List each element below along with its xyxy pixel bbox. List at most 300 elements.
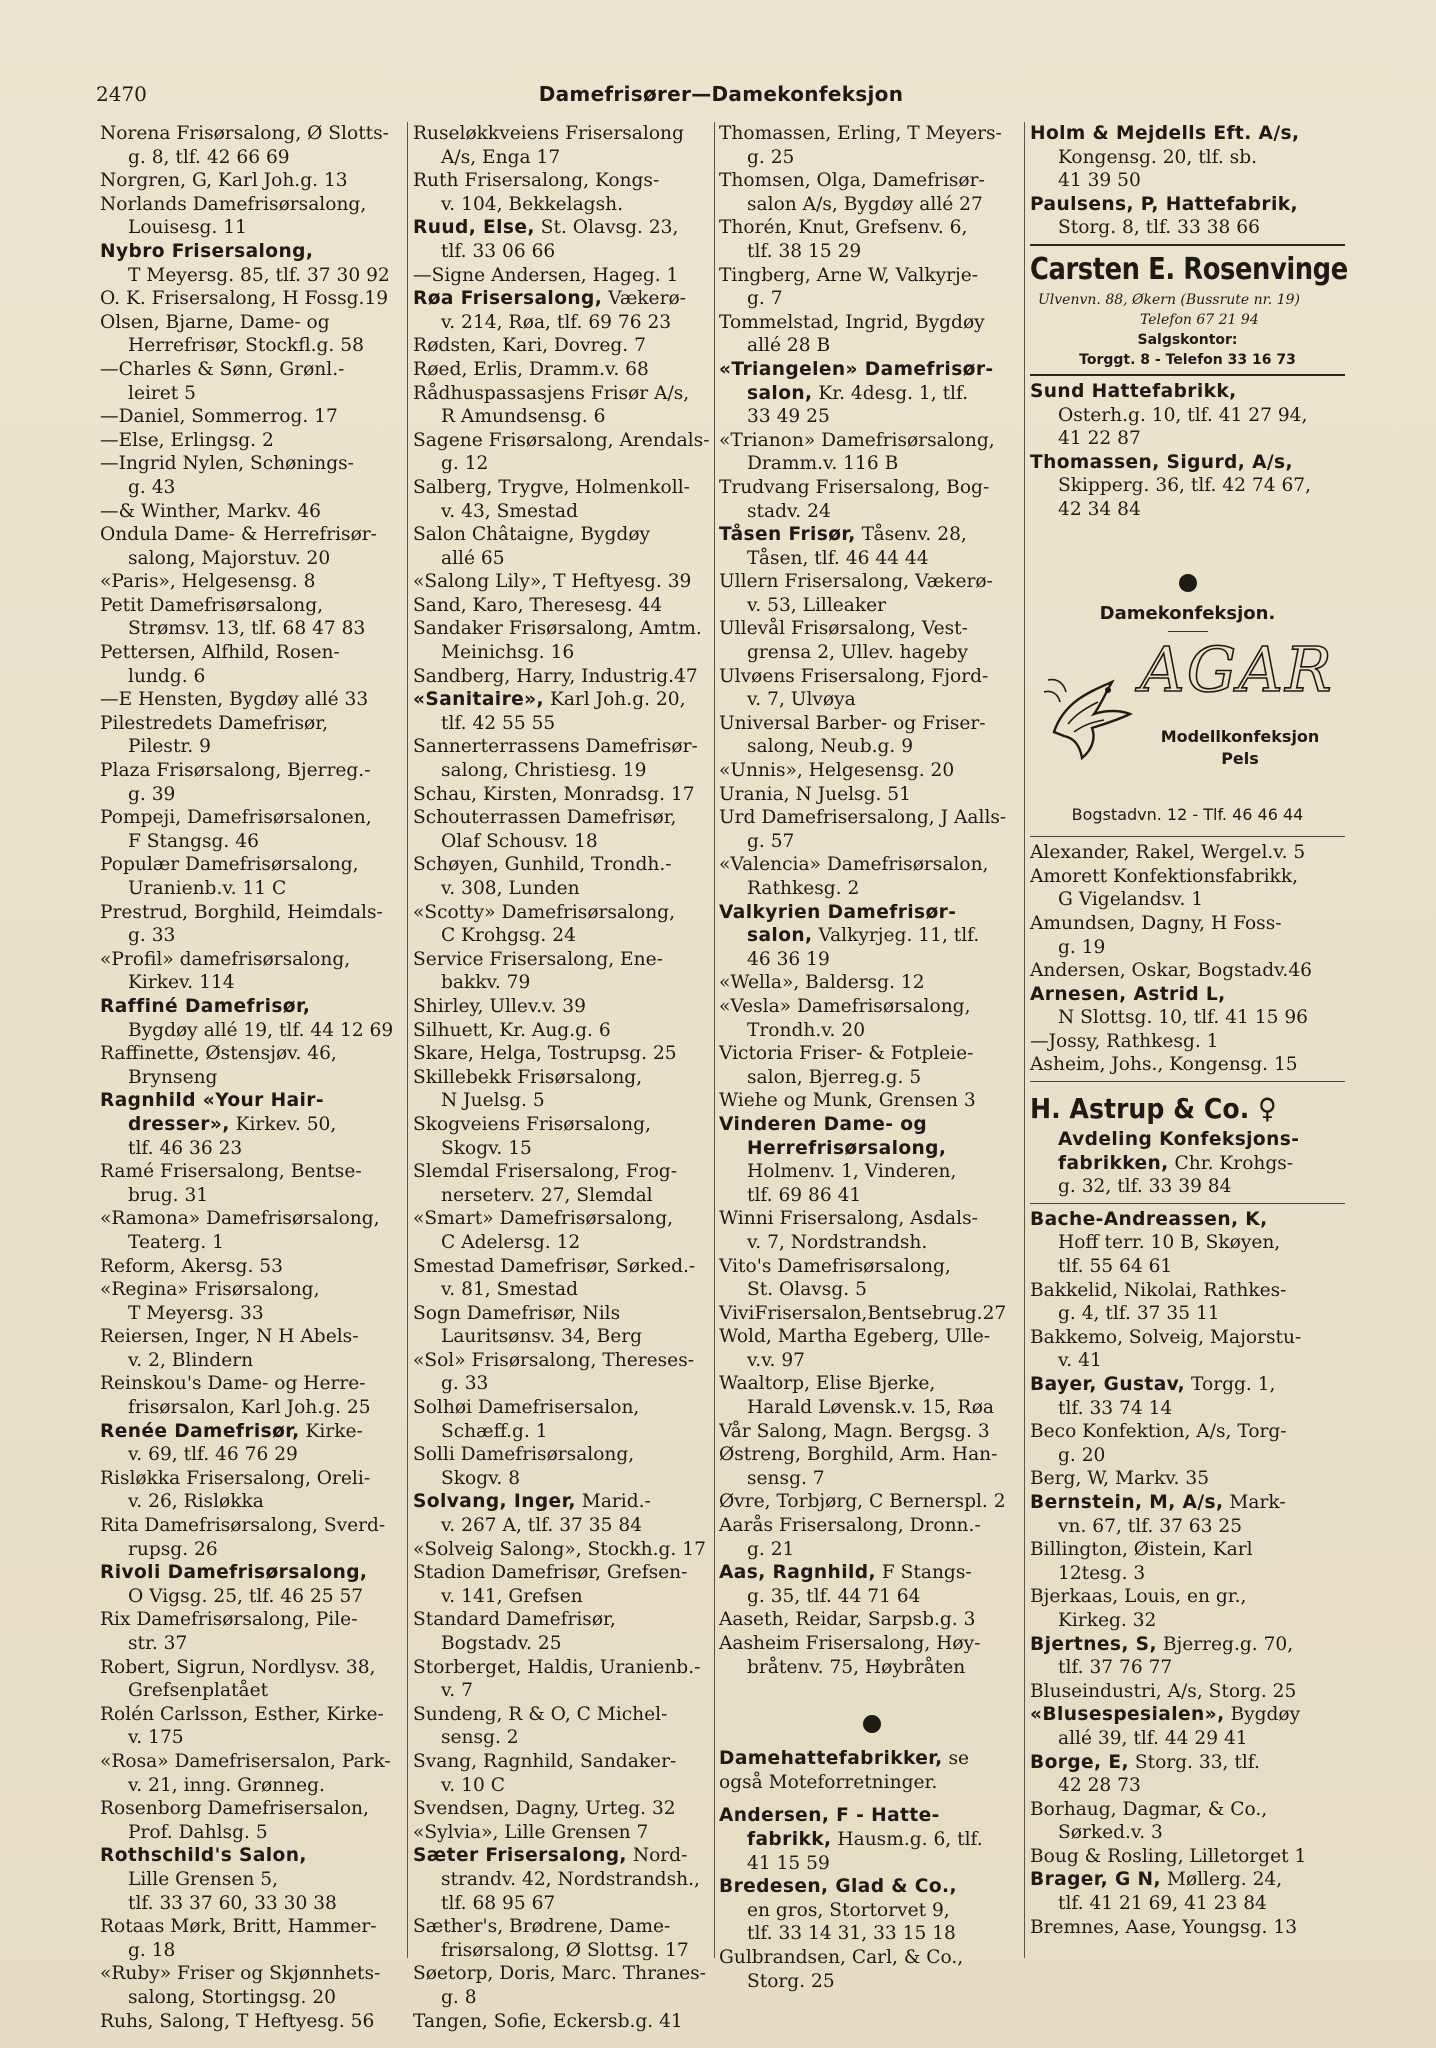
directory-entry bbox=[1030, 1680, 1345, 1704]
entry-continuation-line: 46 36 19 bbox=[747, 948, 830, 970]
entry-continuation-line: Holmenv. 1, Vinderen, bbox=[747, 1161, 957, 1183]
entry-continuation-line: Lauritsønsv. 34, Berg bbox=[441, 1326, 643, 1348]
agar-advertisement bbox=[1030, 633, 1345, 798]
directory-entry bbox=[413, 264, 715, 288]
entry-continuation-line: g. 8, tlf. 42 66 69 bbox=[128, 146, 290, 168]
entry-continuation-line: G Vigelandsv. 1 bbox=[1058, 889, 1204, 911]
directory-entry bbox=[413, 688, 715, 735]
directory-entry bbox=[100, 1915, 400, 1962]
directory-entry bbox=[1030, 1053, 1345, 1077]
directory-entry bbox=[413, 617, 715, 664]
entry-continuation-line: v. 141, Grefsen bbox=[441, 1585, 583, 1607]
column-4 bbox=[1030, 122, 1348, 1939]
entry-continuation-line: str. 37 bbox=[128, 1633, 188, 1654]
directory-entry bbox=[100, 1703, 400, 1750]
entry-continuation-line: salong, Stortingsg. 20 bbox=[128, 1986, 336, 2008]
entry-continuation-line: v. 21, inng. Grønneg. bbox=[128, 1774, 325, 1796]
entry-continuation-line: salon, Kr. 4desg. 1, tlf. bbox=[747, 382, 969, 404]
entry-name-line: Salberg, Trygve, Holmenkoll- bbox=[413, 476, 690, 498]
directory-entry bbox=[413, 1561, 715, 1608]
section-bullet bbox=[863, 1715, 881, 1733]
directory-entry bbox=[100, 641, 400, 688]
entry-name-line: «Ruby» Friser og Skjønnhets- bbox=[100, 1963, 381, 1985]
entry-continuation-line: v. 2, Blindern bbox=[128, 1349, 254, 1371]
rosenvinge-title: Carsten E. Rosenvinge bbox=[1030, 251, 1348, 287]
directory-entry bbox=[719, 759, 1024, 783]
entry-name-line: —Jossy, Rathkesg. 1 bbox=[1030, 1030, 1219, 1052]
entry-name-line: «Smart» Damefrisørsalong, bbox=[413, 1208, 674, 1230]
entry-continuation-line: allé 39, tlf. 44 29 41 bbox=[1058, 1727, 1248, 1749]
entry-name-line: —Charles & Sønn, Grønl.- bbox=[100, 358, 345, 380]
directory-entry bbox=[100, 452, 400, 499]
directory-entry bbox=[100, 901, 400, 948]
entry-name-line: Universal Barber- og Friser- bbox=[719, 712, 986, 734]
entry-name-line: Skillebekk Frisørsalong, bbox=[413, 1066, 643, 1088]
directory-entry bbox=[719, 1490, 1024, 1514]
entry-continuation-line: N Slottsg. 10, tlf. 41 15 96 bbox=[1058, 1007, 1309, 1029]
entry-name-line: Bjerkaas, Louis, en gr., bbox=[1030, 1586, 1247, 1608]
entry-name-line: —Ingrid Nylen, Schønings- bbox=[100, 453, 354, 475]
column-divider bbox=[407, 122, 408, 1958]
directory-entry bbox=[100, 1278, 400, 1325]
section-bullet bbox=[1179, 574, 1197, 592]
entry-name-line: Alexander, Rakel, Wergel.v. 5 bbox=[1030, 842, 1306, 864]
entry-name-line: Prestrud, Borghild, Heimdals- bbox=[100, 901, 383, 923]
directory-entry bbox=[413, 783, 715, 807]
column-divider bbox=[1024, 122, 1025, 1958]
entry-continuation-line: lundg. 6 bbox=[128, 665, 206, 687]
entry-name-line: Norgren, G, Karl Joh.g. 13 bbox=[100, 170, 348, 192]
entry-continuation-line: Osterh.g. 10, tlf. 41 27 94, bbox=[1058, 404, 1308, 426]
entry-continuation-line: bråtenv. 75, Høybråten bbox=[747, 1656, 966, 1678]
entry-name-line: «Solveig Salong», Stockh.g. 17 bbox=[413, 1538, 706, 1560]
entry-continuation-line: sensg. 7 bbox=[747, 1467, 825, 1489]
astrup-line1: Avdeling Konfeksjons- bbox=[1058, 1129, 1300, 1151]
entry-continuation-line: v. 43, Smestad bbox=[441, 500, 578, 522]
entry-continuation-line: Kirkeg. 32 bbox=[1058, 1609, 1157, 1631]
directory-entry bbox=[1030, 1916, 1345, 1940]
directory-entry bbox=[413, 1066, 715, 1113]
directory-entry bbox=[413, 853, 715, 900]
entry-name-line: Tåsen Frisør, Tåsenv. 28, bbox=[719, 524, 967, 546]
directory-entry bbox=[719, 901, 1024, 972]
directory-entry bbox=[100, 688, 400, 712]
entry-name-line: Øvre, Torbjørg, C Bernerspl. 2 bbox=[719, 1491, 1006, 1513]
entry-name-line: Schau, Kirsten, Monradsg. 17 bbox=[413, 783, 695, 805]
entry-continuation-line: g. 12 bbox=[441, 453, 489, 475]
entry-continuation-line: allé 28 B bbox=[747, 335, 831, 357]
rosenvinge-sales-address: Torggt. 8 - Telefon 33 16 73 bbox=[1079, 351, 1296, 368]
rosenvinge-address: Ulvenvn. 88, Økern (Bussrute nr. 19) bbox=[1038, 291, 1300, 308]
entry-continuation-line: v. 10 C bbox=[441, 1774, 505, 1796]
directory-entry bbox=[100, 405, 400, 429]
directory-entry bbox=[719, 1632, 1024, 1679]
directory-entry bbox=[100, 948, 400, 995]
entry-name-line: Bernstein, M, A/s, Mark- bbox=[1030, 1491, 1286, 1513]
directory-entry bbox=[100, 1514, 400, 1561]
entry-continuation-line: g. 18 bbox=[128, 1939, 176, 1961]
entry-continuation-line: Harald Løvensk.v. 15, Røa bbox=[747, 1397, 995, 1419]
entry-name-line: Slemdal Frisersalong, Frog- bbox=[413, 1161, 677, 1183]
entry-continuation-line: tlf. 33 74 14 bbox=[1058, 1397, 1173, 1419]
entry-continuation-line: fabrikk, Hausm.g. 6, tlf. bbox=[747, 1828, 983, 1850]
entry-name-line: Arnesen, Astrid L, bbox=[1030, 983, 1226, 1005]
agar-logo-text: AGAR bbox=[1140, 633, 1334, 707]
entry-name-line: «Rosa» Damefrisersalon, Park- bbox=[100, 1750, 391, 1772]
page-header bbox=[96, 82, 1346, 112]
entry-continuation-line: Tåsen, tlf. 46 44 44 bbox=[747, 547, 929, 569]
directory-entry bbox=[719, 523, 1024, 570]
directory-entry bbox=[413, 429, 715, 476]
column-3 bbox=[719, 122, 1024, 1993]
directory-entry bbox=[100, 193, 400, 240]
entry-name-line: Aas, Ragnhild, F Stangs- bbox=[719, 1562, 972, 1584]
entry-continuation-line: en gros, Stortorvet 9, bbox=[747, 1899, 950, 1921]
entry-name-line: «Blusespesialen», Bygdøy bbox=[1030, 1704, 1301, 1726]
entry-name-line: Boug & Rosling, Lilletorget 1 bbox=[1030, 1845, 1307, 1867]
directory-entry bbox=[1030, 1798, 1345, 1845]
entry-name-line: Thomassen, Sigurd, A/s, bbox=[1030, 451, 1293, 473]
entry-continuation-line: 12tesg. 3 bbox=[1058, 1562, 1146, 1584]
entry-continuation-line: tlf. 33 14 31, 33 15 18 bbox=[747, 1923, 956, 1945]
entry-continuation-line: frisørsalong, Ø Slottsg. 17 bbox=[441, 1939, 689, 1961]
directory-entry bbox=[719, 429, 1024, 476]
entry-name-line: Gulbrandsen, Carl, & Co., bbox=[719, 1946, 964, 1968]
entry-name-line: ViviFrisersalon,Bentsebrug.27 bbox=[719, 1302, 1007, 1324]
entry-name-line: Sand, Karo, Theresesg. 44 bbox=[413, 594, 663, 616]
entry-name-line: Salon Châtaigne, Bygdøy bbox=[413, 524, 651, 546]
entry-continuation-line: salong, Neub.g. 9 bbox=[747, 736, 914, 758]
entry-name-line: Risløkka Frisersalong, Oreli- bbox=[100, 1467, 371, 1489]
entry-name-line: «Ramona» Damefrisørsalong, bbox=[100, 1208, 380, 1230]
entry-name-line: Borhaug, Dagmar, & Co., bbox=[1030, 1798, 1268, 1820]
entry-name-line: Aasheim Frisersalong, Høy- bbox=[719, 1633, 981, 1654]
entry-continuation-line: g. 35, tlf. 44 71 64 bbox=[747, 1585, 921, 1607]
entry-name-line: Schøyen, Gunhild, Trondh.- bbox=[413, 854, 672, 876]
directory-entry bbox=[719, 1325, 1024, 1372]
directory-entry bbox=[413, 948, 715, 995]
entry-continuation-line: nerseterv. 27, Slemdal bbox=[441, 1184, 653, 1206]
directory-entry bbox=[1030, 1467, 1345, 1491]
entry-name-line: Østreng, Borghild, Arm. Han- bbox=[719, 1444, 998, 1466]
entry-name-line: Bremnes, Aase, Youngsg. 13 bbox=[1030, 1916, 1298, 1938]
entry-name-line: Svang, Ragnhild, Sandaker- bbox=[413, 1750, 677, 1772]
entry-name-line: Vito's Damefrisørsalong, bbox=[719, 1255, 951, 1277]
directory-entry bbox=[413, 570, 715, 594]
entry-name-line: Service Frisersalong, Ene- bbox=[413, 948, 663, 970]
entry-continuation-line: v. 267 A, tlf. 37 35 84 bbox=[441, 1515, 643, 1537]
directory-entry bbox=[413, 1821, 715, 1845]
directory-entry bbox=[100, 995, 400, 1042]
column-1 bbox=[100, 122, 400, 2033]
directory-entry bbox=[719, 169, 1024, 216]
entry-continuation-line: v. 175 bbox=[128, 1727, 184, 1749]
entry-name-line: Raffinette, Østensjøv. 46, bbox=[100, 1043, 337, 1065]
entry-name-line: Billington, Øistein, Karl bbox=[1030, 1539, 1253, 1561]
directory-entry bbox=[100, 1325, 400, 1372]
agar-tagline: Modellkonfeksjon Pels bbox=[1160, 727, 1320, 769]
directory-entry bbox=[100, 500, 400, 524]
directory-entry bbox=[413, 1490, 715, 1537]
directory-entry bbox=[100, 429, 400, 453]
entry-name-line: Aarås Frisersalong, Dronn.- bbox=[719, 1515, 981, 1537]
entry-continuation-line: T Meyersg. 33 bbox=[128, 1302, 264, 1324]
directory-entry bbox=[719, 1255, 1024, 1302]
entry-continuation-line: 41 15 59 bbox=[747, 1852, 830, 1874]
directory-entry bbox=[413, 216, 715, 263]
entry-name-line: Reiersen, Inger, N H Abels- bbox=[100, 1326, 359, 1348]
entry-name-line: Ondula Dame- & Herrefrisør- bbox=[100, 524, 377, 546]
entry-continuation-line: salon, Bjerreg.g. 5 bbox=[747, 1066, 922, 1088]
entry-name-line: Skare, Helga, Tostrupsg. 25 bbox=[413, 1043, 677, 1065]
directory-entry bbox=[413, 1255, 715, 1302]
entry-continuation-line: v. 7, Nordstrandsh. bbox=[747, 1231, 928, 1253]
entry-continuation-line: Hoff terr. 10 B, Skøyen, bbox=[1058, 1232, 1281, 1254]
entry-name-line: Amundsen, Dagny, H Foss- bbox=[1030, 912, 1282, 934]
directory-entry bbox=[413, 1443, 715, 1490]
directory-entry bbox=[1030, 380, 1345, 451]
entry-continuation-line: v. 308, Lunden bbox=[441, 878, 580, 899]
entry-continuation-line: stadv. 24 bbox=[747, 500, 831, 522]
directory-entry bbox=[100, 759, 400, 806]
entry-name-line: Urd Damefrisersalong, J Aalls- bbox=[719, 807, 1007, 829]
directory-entry bbox=[100, 1089, 400, 1160]
entry-continuation-line: Sørked.v. 3 bbox=[1058, 1822, 1163, 1844]
directory-entry bbox=[413, 334, 715, 358]
directory-entry bbox=[1030, 983, 1345, 1030]
entry-name-line: Ullern Frisersalong, Vækerø- bbox=[719, 571, 993, 593]
astrup-line2: fabrikken, Chr. Krohgs- bbox=[1058, 1152, 1294, 1174]
female-symbol-icon: ♀ bbox=[1258, 1092, 1277, 1126]
entry-name-line: «Unnis», Helgesensg. 20 bbox=[719, 760, 955, 782]
entry-name-line: Ulvøens Frisersalong, Fjord- bbox=[719, 665, 989, 687]
entry-name-line: Aaseth, Reidar, Sarpsb.g. 3 bbox=[719, 1609, 976, 1631]
directory-entry bbox=[413, 476, 715, 523]
entry-continuation-line: Pilestr. 9 bbox=[128, 736, 211, 758]
entry-name-line: Bayer, Gustav, Torgg. 1, bbox=[1030, 1374, 1276, 1395]
directory-entry bbox=[100, 1962, 400, 2009]
directory-entry bbox=[100, 287, 400, 311]
directory-entry bbox=[719, 358, 1024, 429]
entry-name-line: Ruhs, Salong, T Heftyesg. 56 bbox=[100, 2010, 375, 2032]
entry-name-line: Petit Damefrisørsalong, bbox=[100, 594, 324, 616]
directory-entry bbox=[100, 1420, 400, 1467]
directory-entry bbox=[413, 1962, 715, 2009]
directory-entry bbox=[1030, 912, 1345, 959]
directory-entry bbox=[719, 1372, 1024, 1419]
directory-entry bbox=[100, 358, 400, 405]
directory-entry bbox=[719, 1042, 1024, 1089]
entry-continuation-line: vn. 67, tlf. 37 63 25 bbox=[1058, 1515, 1243, 1537]
directory-entry bbox=[413, 1656, 715, 1703]
entry-continuation-line: St. Olavsg. 5 bbox=[747, 1279, 867, 1301]
entry-name-line: Rotaas Mørk, Britt, Hammer- bbox=[100, 1916, 377, 1938]
directory-entry bbox=[413, 382, 715, 429]
entry-continuation-line: Storg. 8, tlf. 33 38 66 bbox=[1058, 217, 1260, 239]
entry-name-line: Tommelstad, Ingrid, Bygdøy bbox=[719, 311, 985, 333]
entry-name-line: «Sanitaire», Karl Joh.g. 20, bbox=[413, 689, 686, 711]
entry-continuation-line: v. 7 bbox=[441, 1680, 473, 1702]
directory-entry bbox=[1030, 1373, 1345, 1420]
entry-continuation-line: sensg. 2 bbox=[441, 1727, 519, 1749]
entry-name-line: «Valencia» Damefrisørsalon, bbox=[719, 854, 989, 876]
entry-name-line: Ruth Frisersalong, Kongs- bbox=[413, 170, 660, 192]
entry-continuation-line: N Juelsg. 5 bbox=[441, 1090, 545, 1112]
entry-continuation-line: 42 34 84 bbox=[1058, 498, 1141, 520]
entry-continuation-line: 41 39 50 bbox=[1058, 170, 1141, 192]
entry-continuation-line: 41 22 87 bbox=[1058, 428, 1141, 450]
directory-entry bbox=[1030, 959, 1345, 983]
entry-continuation-line: tlf. 68 95 67 bbox=[441, 1892, 556, 1914]
page-number: 2470 bbox=[96, 82, 147, 106]
directory-entry bbox=[413, 287, 715, 334]
entry-name-line: Rødsten, Kari, Dovreg. 7 bbox=[413, 335, 646, 357]
directory-entry bbox=[413, 806, 715, 853]
entry-continuation-line: Dramm.v. 116 B bbox=[747, 453, 899, 475]
directory-entry bbox=[100, 311, 400, 358]
directory-entry bbox=[719, 264, 1024, 311]
directory-entry bbox=[1030, 193, 1345, 240]
entry-name-line: Plaza Frisørsalong, Bjerreg.- bbox=[100, 760, 371, 782]
directory-entry bbox=[719, 971, 1024, 995]
entry-continuation-line: g. 21 bbox=[747, 1538, 795, 1560]
directory-entry bbox=[719, 853, 1024, 900]
directory-entry bbox=[413, 995, 715, 1019]
entry-name-line: Asheim, Johs., Kongensg. 15 bbox=[1030, 1054, 1298, 1076]
directory-entry bbox=[100, 570, 400, 594]
astrup-advertisement bbox=[1030, 1086, 1345, 1199]
entry-continuation-line: v. 81, Smestad bbox=[441, 1279, 578, 1301]
entry-name-line: Vinderen Dame- og bbox=[719, 1113, 928, 1135]
directory-entry bbox=[719, 1804, 1024, 1875]
entry-name-line: «Scotty» Damefrisørsalong, bbox=[413, 901, 675, 923]
entry-continuation-line: Bogstadv. 25 bbox=[441, 1633, 562, 1654]
entry-name-line: Sundeng, R & O, C Michel- bbox=[413, 1703, 668, 1725]
entry-continuation-line: Louisesg. 11 bbox=[128, 217, 247, 239]
entry-name-line: Ramé Frisersalong, Bentse- bbox=[100, 1161, 362, 1183]
entry-continuation-line: v.v. 97 bbox=[747, 1349, 805, 1371]
directory-entry bbox=[719, 1514, 1024, 1561]
entry-name-line: Solvang, Inger, Marid.- bbox=[413, 1491, 651, 1513]
entry-name-line: Winni Frisersalong, Asdals- bbox=[719, 1208, 978, 1230]
entry-continuation-line: g. 33 bbox=[441, 1373, 489, 1395]
entry-name-line: Søetorp, Doris, Marc. Thranes- bbox=[413, 1963, 706, 1985]
entry-continuation-line: v. 69, tlf. 46 76 29 bbox=[128, 1444, 298, 1466]
entry-continuation-line: Uranienb.v. 11 C bbox=[128, 878, 287, 899]
entry-continuation-line: Lille Grensen 5, bbox=[128, 1868, 278, 1890]
entry-continuation-line: brug. 31 bbox=[128, 1184, 209, 1206]
directory-entry bbox=[413, 1349, 715, 1396]
directory-entry bbox=[413, 901, 715, 948]
entry-name-line: Pettersen, Alfhild, Rosen- bbox=[100, 642, 340, 664]
entry-continuation-line: tlf. 55 64 61 bbox=[1058, 1256, 1173, 1278]
entry-continuation-line: v. 7, Ulvøya bbox=[747, 689, 856, 711]
entry-continuation-line: v. 53, Lilleaker bbox=[747, 594, 887, 616]
entry-continuation-line: allé 65 bbox=[441, 547, 505, 569]
entry-name-line: Paulsens, P, Hattefabrik, bbox=[1030, 193, 1298, 215]
entry-continuation-line: strandv. 42, Nordstrandsh., bbox=[441, 1868, 700, 1890]
directory-entry bbox=[413, 122, 715, 169]
directory-entry bbox=[1030, 1751, 1345, 1798]
entry-continuation-line: frisørsalon, Karl Joh.g. 25 bbox=[128, 1397, 371, 1419]
entry-name-line: Pompeji, Damefrisørsalonen, bbox=[100, 807, 372, 829]
directory-entry bbox=[100, 1750, 400, 1797]
entry-continuation-line: g. 57 bbox=[747, 830, 795, 852]
entry-name-line: Rosenborg Damefrisersalon, bbox=[100, 1798, 369, 1820]
entry-name-line: «Profil» damefrisørsalong, bbox=[100, 948, 351, 970]
directory-entry bbox=[719, 1113, 1024, 1207]
directory-entry bbox=[719, 806, 1024, 853]
entry-continuation-line: Teaterg. 1 bbox=[128, 1231, 224, 1253]
entry-continuation-line: T Meyersg. 85, tlf. 37 30 92 bbox=[128, 264, 390, 286]
entry-continuation-line: 42 28 73 bbox=[1058, 1775, 1141, 1797]
directory-entry bbox=[719, 570, 1024, 617]
entry-name-line: Sund Hattefabrikk, bbox=[1030, 380, 1237, 402]
directory-entry bbox=[1030, 1030, 1345, 1054]
rosenvinge-phone: Telefon 67 21 94 bbox=[1140, 311, 1259, 328]
agar-address: Bogstadvn. 12 - Tlf. 46 46 44 bbox=[1071, 805, 1304, 825]
entry-continuation-line: Grefsenplatået bbox=[128, 1680, 269, 1702]
entry-name-line: Røa Frisersalong, Vækerø- bbox=[413, 288, 686, 310]
entry-name-line: Amorett Konfektionsfabrikk, bbox=[1030, 865, 1298, 887]
entry-name-line: Storberget, Haldis, Uranienb.- bbox=[413, 1656, 701, 1678]
entry-name-line: Rothschild's Salon, bbox=[100, 1845, 307, 1867]
directory-entry bbox=[100, 1656, 400, 1703]
directory-entry bbox=[100, 1160, 400, 1207]
entry-name-line: Smestad Damefrisør, Sørked.- bbox=[413, 1255, 696, 1277]
entry-continuation-line: v. 214, Røa, tlf. 69 76 23 bbox=[441, 311, 672, 333]
entry-name-line: Trudvang Frisersalong, Bog- bbox=[719, 476, 990, 498]
entry-continuation-line: tlf. 33 06 66 bbox=[441, 240, 556, 262]
rosenvinge-advertisement bbox=[1030, 244, 1348, 376]
directory-entry bbox=[413, 1160, 715, 1207]
directory-entry bbox=[100, 853, 400, 900]
entry-continuation-line: salon, Valkyrjeg. 11, tlf. bbox=[747, 925, 980, 947]
astrup-title: H. Astrup & Co. ♀ bbox=[1030, 1092, 1277, 1126]
entry-continuation-line: Skipperg. 36, tlf. 42 74 67, bbox=[1058, 475, 1312, 497]
entry-name-line: Renée Damefrisør, Kirke- bbox=[100, 1420, 363, 1442]
ad-rule bbox=[1030, 1081, 1345, 1082]
entry-name-line: Sandaker Frisørsalong, Amtm. bbox=[413, 618, 702, 640]
entry-name-line: Skogveiens Frisørsalong, bbox=[413, 1113, 651, 1135]
entry-continuation-line: Storg. 25 bbox=[747, 1970, 835, 1992]
entry-name-line: Bakkemo, Solveig, Majorstu- bbox=[1030, 1326, 1302, 1348]
directory-entry bbox=[100, 1372, 400, 1419]
directory-entry bbox=[719, 1443, 1024, 1490]
entry-name-line: Bakkelid, Nikolai, Rathkes- bbox=[1030, 1279, 1287, 1301]
directory-entry bbox=[1030, 1585, 1345, 1632]
entry-continuation-line: g. 7 bbox=[747, 288, 783, 310]
directory-entry bbox=[719, 1089, 1024, 1113]
entry-name-line: Rita Damefrisørsalong, Sverd- bbox=[100, 1515, 386, 1537]
entry-name-line: Shirley, Ullev.v. 39 bbox=[413, 995, 586, 1017]
entry-name-line: Rådhuspassasjens Frisør A/s, bbox=[413, 382, 690, 404]
entry-name-line: Thorén, Knut, Grefsenv. 6, bbox=[719, 217, 968, 239]
entry-name-line: Borge, E, Storg. 33, tlf. bbox=[1030, 1751, 1260, 1773]
ad-rule bbox=[1030, 1203, 1345, 1204]
entry-name-line: «Wella», Baldersg. 12 bbox=[719, 972, 925, 994]
directory-entry bbox=[100, 1042, 400, 1089]
entry-name-line: «Sylvia», Lille Grensen 7 bbox=[413, 1821, 649, 1843]
entry-continuation-line: tlf. 42 55 55 bbox=[441, 712, 556, 734]
column-2 bbox=[413, 122, 715, 2033]
directory-entry bbox=[100, 1255, 400, 1279]
directory-entry bbox=[413, 1844, 715, 1915]
directory-entry bbox=[413, 665, 715, 689]
entry-continuation-line: Skogv. 8 bbox=[441, 1467, 521, 1489]
entry-name-line: Rix Damefrisørsalong, Pile- bbox=[100, 1609, 358, 1631]
directory-entry bbox=[100, 594, 400, 641]
